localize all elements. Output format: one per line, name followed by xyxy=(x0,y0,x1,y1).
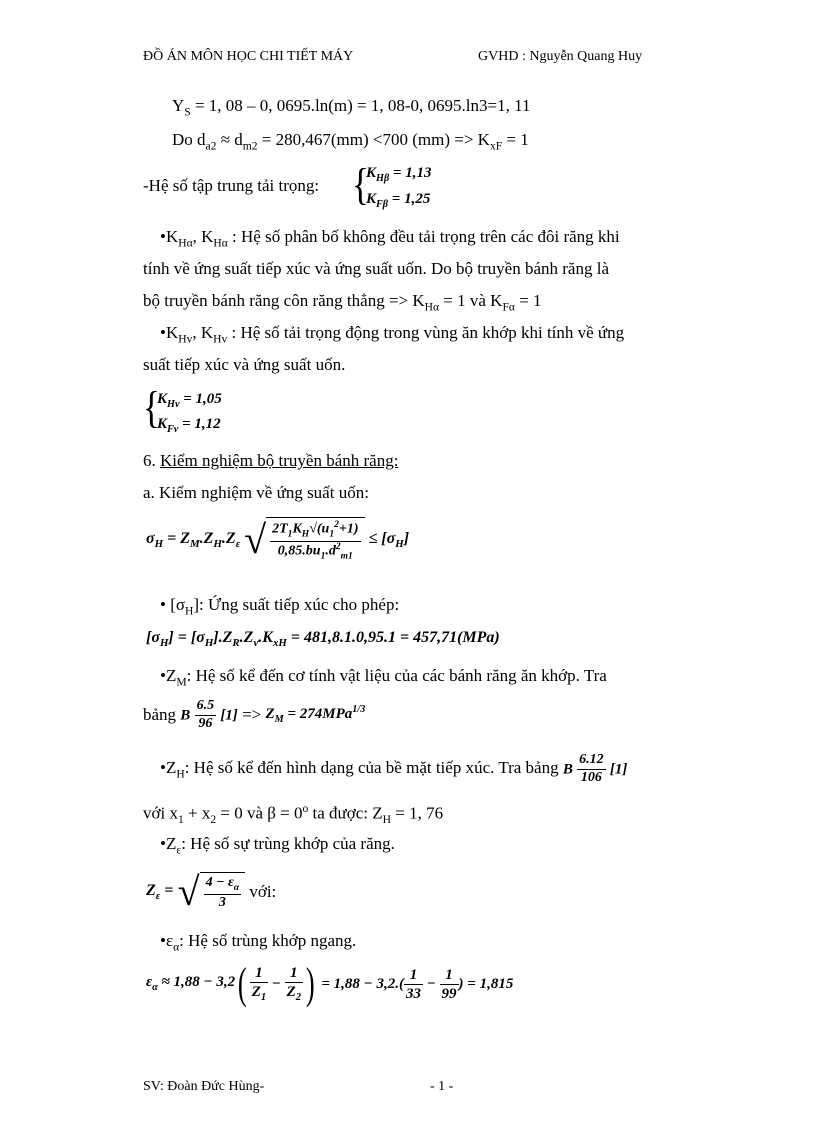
zm-table-letter: B xyxy=(180,707,191,724)
footer-page-number: - 1 - xyxy=(430,1079,454,1094)
load-concentration-label: -Hệ số tập trung tải trọng: xyxy=(143,176,320,195)
ze-formula xyxy=(146,868,276,916)
zh-citation: [1] xyxy=(609,761,628,778)
ea-f2-den: $Z_2$ xyxy=(286,983,301,1003)
zh-table-num: 6.12 xyxy=(577,752,606,770)
zh-text-1-label: $•Z_H$: Hệ số kể đến hình dạng của bề mặt tiếp xúc. Tra bảng xyxy=(160,757,563,781)
ze-denominator: 3 xyxy=(218,895,226,911)
ea-end: ) = 1,815 xyxy=(458,976,514,992)
zh-text-1 xyxy=(160,752,627,787)
zm-text-2 xyxy=(143,698,365,733)
kfv-value: $K_{Fv} = 1,12$ xyxy=(157,416,221,435)
ea-mid: = 1,88 − 3,2.( xyxy=(317,976,404,992)
ze-voi: với: xyxy=(249,881,277,901)
zm-arrow: => xyxy=(242,705,266,725)
zh-table-letter: B xyxy=(562,761,573,778)
ze-lhs: $Z_\varepsilon$ = xyxy=(146,881,174,903)
zh-table-ref xyxy=(577,752,606,787)
sigma-allowable-label: • $[\sigma_H]$: Ứng suất tiếp xúc cho phép: xyxy=(160,595,400,618)
ze-sqrt: √ $\frac{4 - \varepsilon_\alpha}{3}$ xyxy=(178,868,245,916)
sigma-h-lhs: $\sigma_H = Z_M.Z_H.Z_\varepsilon$ xyxy=(146,529,241,551)
zm-value: $Z_M = 274MPa^{1/3}$ xyxy=(265,704,366,726)
ea-frac-4 xyxy=(440,966,459,1003)
section-a-heading: a. Kiểm nghiệm về ứng suất uốn: xyxy=(143,483,369,502)
kha-text-2: tính về ứng suất tiếp xúc và ứng suất uốn. Do bộ truyền bánh răng là xyxy=(143,259,609,278)
zm-bang-label: bảng xyxy=(143,705,181,725)
ea-f1-den: $Z_1$ xyxy=(251,983,267,1003)
footer-student: SV: Đoàn Đức Hùng- xyxy=(143,1079,265,1094)
ze-label: $•Z_\varepsilon$: Hệ số sự trùng khớp của răng. xyxy=(160,834,395,857)
ea-frac-3 xyxy=(404,966,423,1003)
section-6-number: 6. xyxy=(143,451,160,470)
ea-f4-num: 1 xyxy=(440,966,459,985)
zm-table-den: 96 xyxy=(198,715,213,731)
sigma-h-denominator: $0,85.bu_1.d^2_{m1}$ xyxy=(277,542,353,562)
section-6-heading xyxy=(143,451,398,471)
da-condition: Do $d_{a2} \approx d_{m2} = 280,467(mm) <700$ $(mm) => K_{xF} = 1$ xyxy=(172,130,529,153)
ea-minus-2: − xyxy=(422,976,440,992)
kfb-value: $K_{F\beta} = 1,25$ xyxy=(366,191,431,210)
ze-numerator: $4 - \varepsilon_\alpha$ xyxy=(204,875,242,895)
ea-frac-2 xyxy=(285,964,303,1004)
ea-f2-num: 1 xyxy=(285,964,303,983)
section-6-title: Kiểm nghiệm bộ truyền bánh răng: xyxy=(160,451,399,470)
ea-formula: $\varepsilon_\alpha \approx 1,88 - 3,2$( $\frac{1}{Z_1}$ − $\frac{1}{Z_2}$ ) = 1,88 − 3,2.( $\frac{1}{33}$ − $\frac{1}{99}$ ) = 1,815 xyxy=(146,959,514,1008)
ea-lhs: $\varepsilon_\alpha \approx 1,88 - 3,2$ xyxy=(146,974,236,994)
ea-f1-num: 1 xyxy=(250,964,268,983)
ea-f3-num: 1 xyxy=(404,966,423,985)
sigma-h-formula xyxy=(146,516,409,564)
brace-2: { xyxy=(143,383,160,432)
ys-formula: $Y_S = 1$, 08 – 0, 0695.ln(m) = 1, 08-0, 0695.ln3=1, 11 xyxy=(172,96,531,119)
header-title: ĐỒ ÁN MÔN HỌC CHI TIẾT MÁY xyxy=(143,49,354,64)
kha-text-1: $•K_{H\alpha}$, $K_{H\alpha}$ : Hệ số phân bố không đều tải trọng trên các đôi răng khi xyxy=(160,227,620,250)
sigma-h-sqrt: √ $\frac{2T_1K_H√(u_1^2+1)}{0,85.bu_1.d^2_{m1}}$ xyxy=(244,516,364,564)
kha-text-3: bộ truyền bánh răng côn răng thẳng => $K_{H\alpha} = 1$ và $K_{F\alpha} = 1$ xyxy=(143,291,542,314)
zm-citation: [1] xyxy=(220,707,238,724)
zm-text-1: $•Z_M$: Hệ số kể đến cơ tính vật liệu của các bánh răng ăn khớp. Tra xyxy=(160,666,607,689)
sigma-h-numerator: $2T_1K_H√(u_1^2+1)$ xyxy=(270,520,360,542)
sigma-allowable-eq: $[\sigma_H] = [\sigma_H].Z_R.Z_v.K_{xH} = 481,8.1.0,95.1 = 457,71(MPa)$ xyxy=(146,629,500,650)
ea-frac-1 xyxy=(250,964,268,1004)
ea-minus-1: − xyxy=(268,976,285,992)
header-advisor: GVHD : Nguyễn Quang Huy xyxy=(478,49,643,64)
ea-f3-den: 33 xyxy=(405,985,421,1002)
khb-value: $K_{H\beta} = 1,13$ xyxy=(366,165,432,184)
khv-text-1: $•K_{Hv}$, $K_{Hv}$ : Hệ số tải trọng động trong vùng ăn khớp khi tính về ứng xyxy=(160,323,625,346)
ea-f4-den: 99 xyxy=(441,985,457,1002)
zm-table-num: 6.5 xyxy=(195,698,217,716)
zm-table-ref xyxy=(195,698,217,733)
khv-value: $K_{Hv} = 1,05$ xyxy=(157,391,222,410)
zh-text-2: với $x_1 + x_2 = 0$ và $\beta = 0^o$ ta được: $Z_H = 1$, 76 xyxy=(143,802,444,827)
sigma-h-rhs: ≤ $[\sigma_H]$ xyxy=(368,529,410,551)
ea-label: $•\varepsilon_\alpha$: Hệ số trùng khớp ngang. xyxy=(160,931,357,954)
khv-text-2: suất tiếp xúc và ứng suất uốn. xyxy=(143,355,346,374)
brace-1: { xyxy=(352,160,369,209)
zh-table-den: 106 xyxy=(580,769,602,785)
